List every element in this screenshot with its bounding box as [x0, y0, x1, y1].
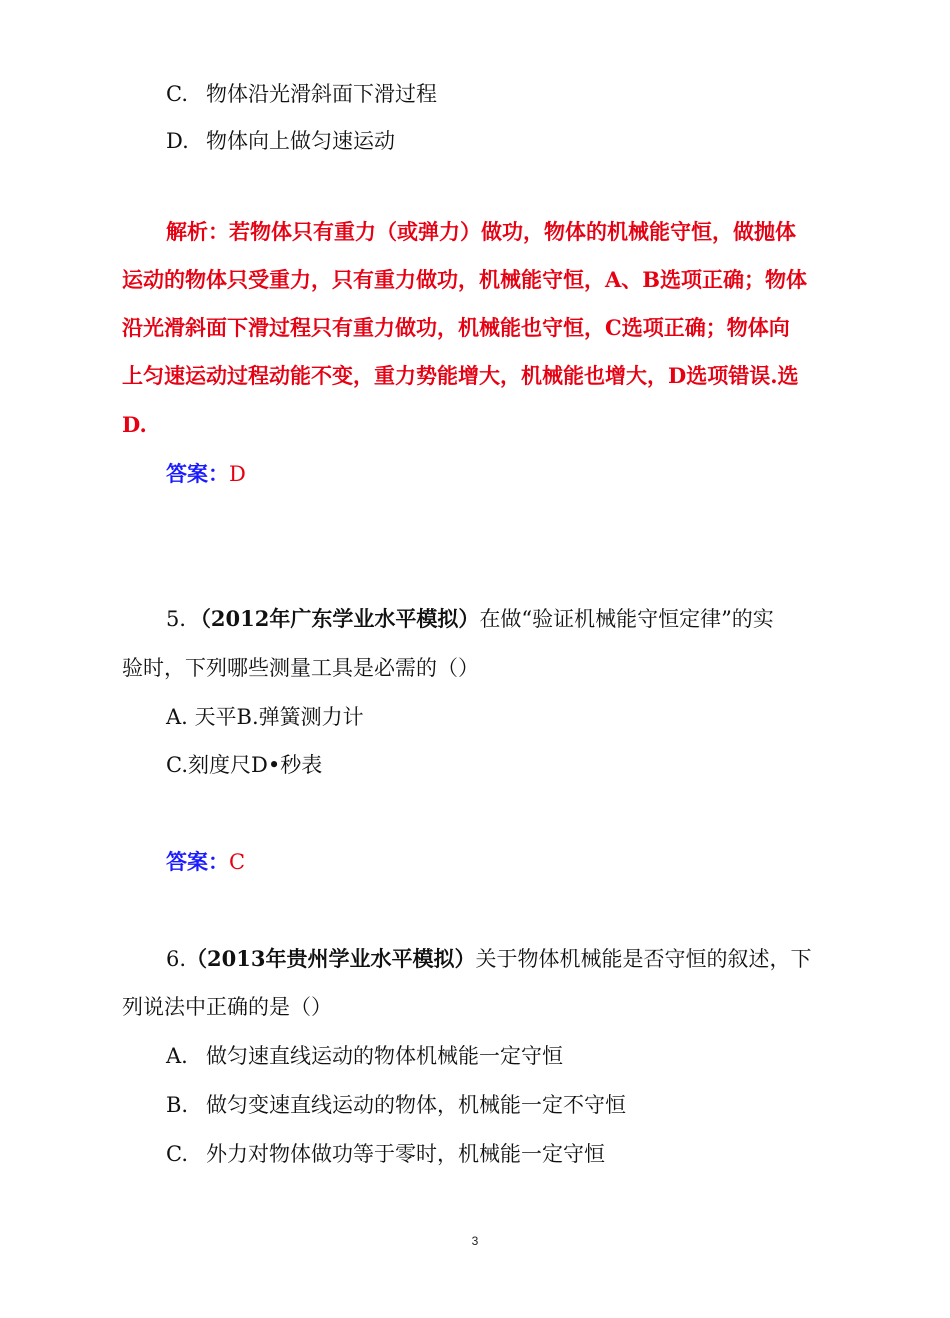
q4-analysis-line-4: 上匀速运动过程动能不变，重力势能增大，机械能也增大，D选项错误.选 — [122, 363, 799, 388]
q6-option-a — [166, 1042, 563, 1070]
q6-stem-line-1 — [166, 945, 812, 973]
option-letter: B. — [166, 1093, 189, 1117]
option-text: 做匀变速直线运动的物体，机械能一定不守恒 — [206, 1093, 626, 1117]
question-source: （2013年贵州学业水平模拟） — [186, 946, 476, 971]
analysis-label: 解析： — [166, 219, 229, 244]
q4-analysis-line-2: 运动的物体只受重力，只有重力做功，机械能守恒，A、B选项正确；物体 — [122, 267, 808, 292]
q4-option-d — [166, 127, 395, 155]
q4-answer — [166, 460, 246, 488]
question-number: 6. — [166, 947, 187, 971]
question-stem: 在做“验证机械能守恒定律”的实 — [479, 607, 774, 631]
q4-option-c — [166, 80, 437, 108]
question-number: 5． — [166, 607, 201, 631]
q6-stem-line-2: 列说法中正确的是（） — [122, 995, 332, 1019]
option-text: 外力对物体做功等于零时，机械能一定守恒 — [206, 1142, 605, 1166]
answer-value: C — [229, 850, 246, 874]
option-letter: C. — [166, 82, 188, 106]
answer-label: 答案： — [166, 461, 229, 486]
q6-option-c — [166, 1140, 605, 1168]
q5-answer — [166, 848, 245, 876]
q5-options-line-2: C.刻度尺D•秒表 — [166, 753, 323, 777]
option-text: 物体向上做匀速运动 — [206, 129, 395, 153]
option-letter: A. — [166, 1044, 188, 1068]
q5-options-line-1: A. 天平B.弹簧测力计 — [166, 705, 364, 729]
question-source: （2012年广东学业水平模拟） — [200, 606, 480, 631]
page-number: 3 — [471, 1234, 479, 1248]
q5-stem-line-1 — [166, 605, 774, 633]
q4-analysis-line-1 — [166, 218, 796, 246]
answer-label: 答案： — [166, 849, 229, 874]
question-stem: 关于物体机械能是否守恒的叙述，下 — [475, 947, 812, 971]
q4-analysis-line-5: D. — [122, 412, 147, 437]
option-text: 物体沿光滑斜面下滑过程 — [206, 82, 437, 106]
q4-analysis-line-3: 沿光滑斜面下滑过程只有重力做功，机械能也守恒，C选项正确；物体向 — [122, 315, 790, 340]
option-letter: D. — [166, 129, 189, 153]
option-letter: C. — [166, 1142, 188, 1166]
q5-stem-line-2: 验时，下列哪些测量工具是必需的（） — [122, 656, 479, 680]
option-text: 做匀速直线运动的物体机械能一定守恒 — [206, 1044, 563, 1068]
analysis-text: 若物体只有重力（或弹力）做功，物体的机械能守恒，做抛体 — [229, 219, 796, 244]
q6-option-b — [166, 1091, 626, 1119]
answer-value: D — [229, 462, 246, 486]
